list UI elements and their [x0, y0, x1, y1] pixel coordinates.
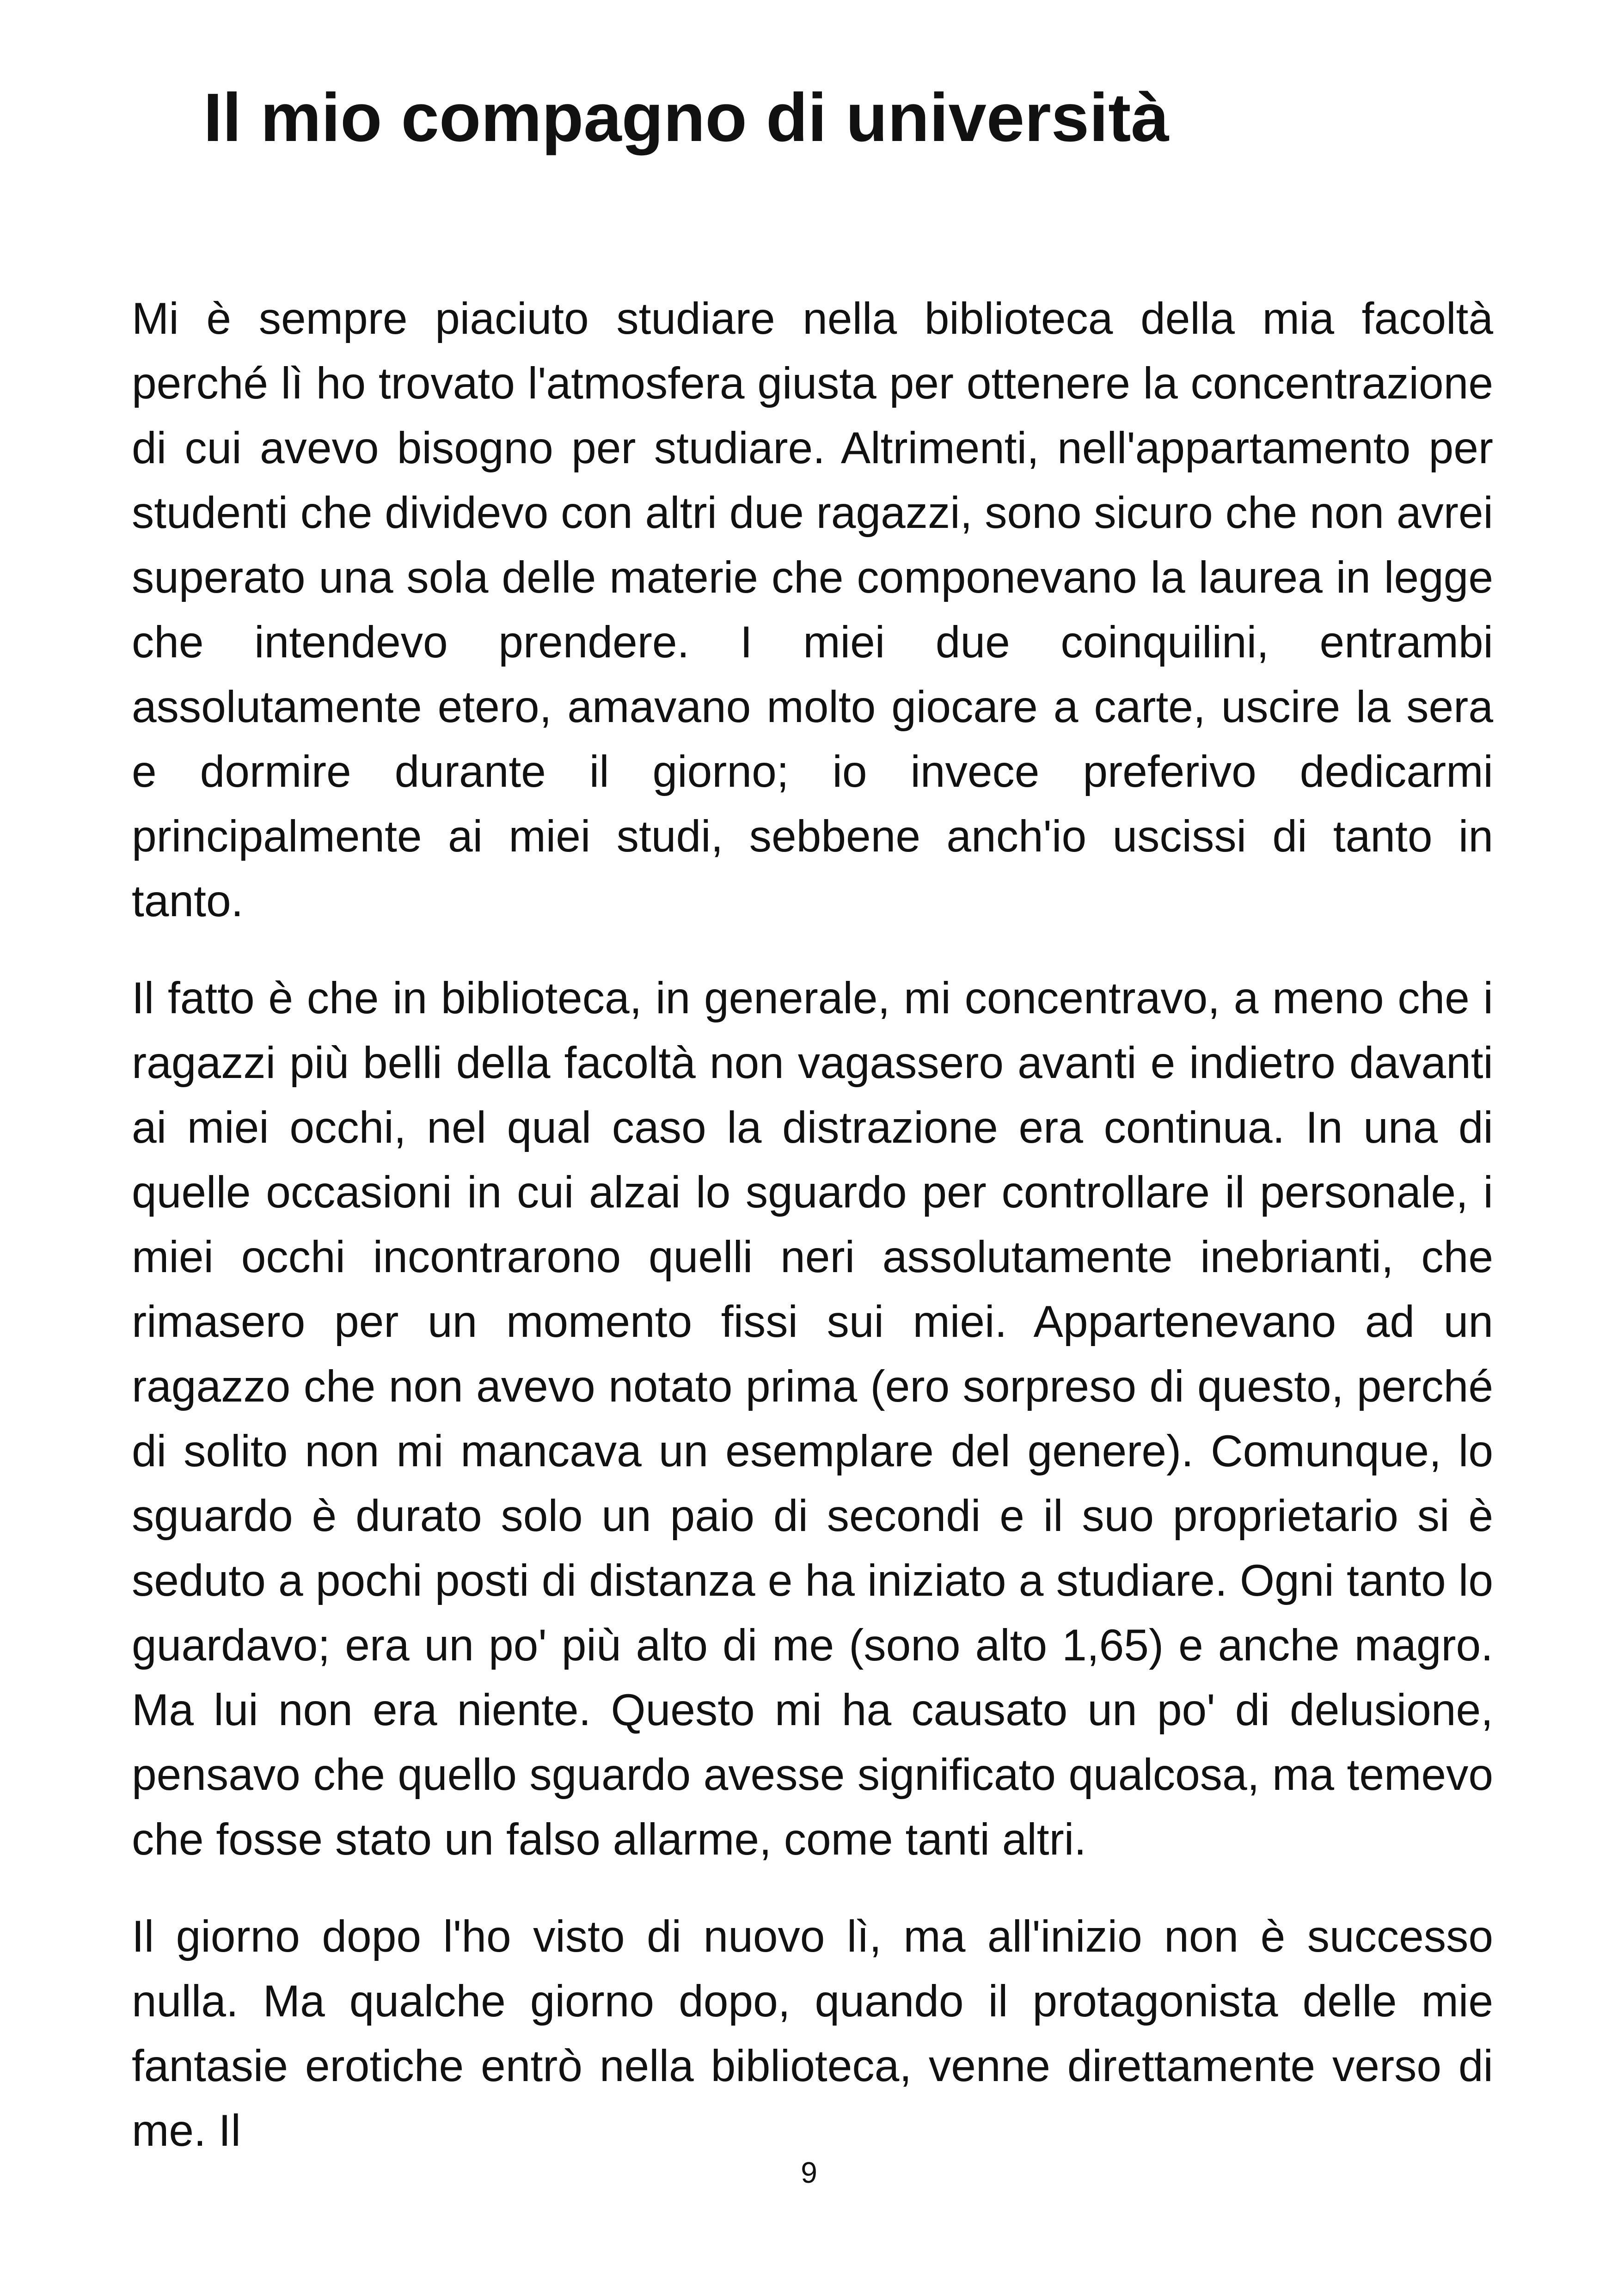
paragraph-3: Il giorno dopo l'ho visto di nuovo lì, ma all'inizio non è successo nulla. Ma qualche giorno dopo, quando il protagonista delle mie fantasie erotiche entrò nella biblioteca, venne direttamente verso di me. Il: [132, 1912, 1493, 2155]
paragraph-2: Il fatto è che in biblioteca, in generale, mi concentravo, a meno che i ragazzi più belli della facoltà non vagassero avanti e indietro davanti ai miei occhi, nel qual caso la distrazione era continua. In una di quelle occasioni in cui alzai lo sguardo per controllare il personale, i miei occhi incontrarono quelli neri assolutamente inebrianti, che rimasero per un momento fissi sui miei. Appartenevano ad un ragazzo che non avevo notato prima (ero sorpreso di questo, perché di solito non mi mancava un esemplare del genere). Comunque, lo sguardo è durato solo un paio di secondi e il suo proprietario si è seduto a pochi posti di distanza e ha iniziato a studiare. Ogni tanto lo guardavo; era un po' più alto di me (sono alto 1,65) e anche magro. Ma lui non era niente. Questo mi ha causato un po' di delusione, pensavo che quello sguardo avesse significato qualcosa, ma temevo che fosse stato un falso allarme, come tanti altri.: [132, 974, 1493, 1864]
chapter-title: Il mio compagno di università: [203, 80, 1169, 156]
paragraph-1: Mi è sempre piaciuto studiare nella biblioteca della mia facoltà perché lì ho trovato l'atmosfera giusta per ottenere la concentrazione di cui avevo bisogno per studiare. Altrimenti, nell'appartamento per studenti che dividevo con altri due ragazzi, sono sicuro che non avrei superato una sola delle materie che componevano la laurea in legge che intendevo prendere. I miei due coinquilini, entrambi assolutamente etero, amavano molto giocare a carte, uscire la sera e dormire durante il giorno; io invece preferivo dedicarmi principalmente ai miei studi, sebbene anch'io uscissi di tanto in tanto.: [132, 294, 1493, 926]
body-text: [132, 287, 1493, 2196]
page-number: 9: [801, 2156, 817, 2189]
